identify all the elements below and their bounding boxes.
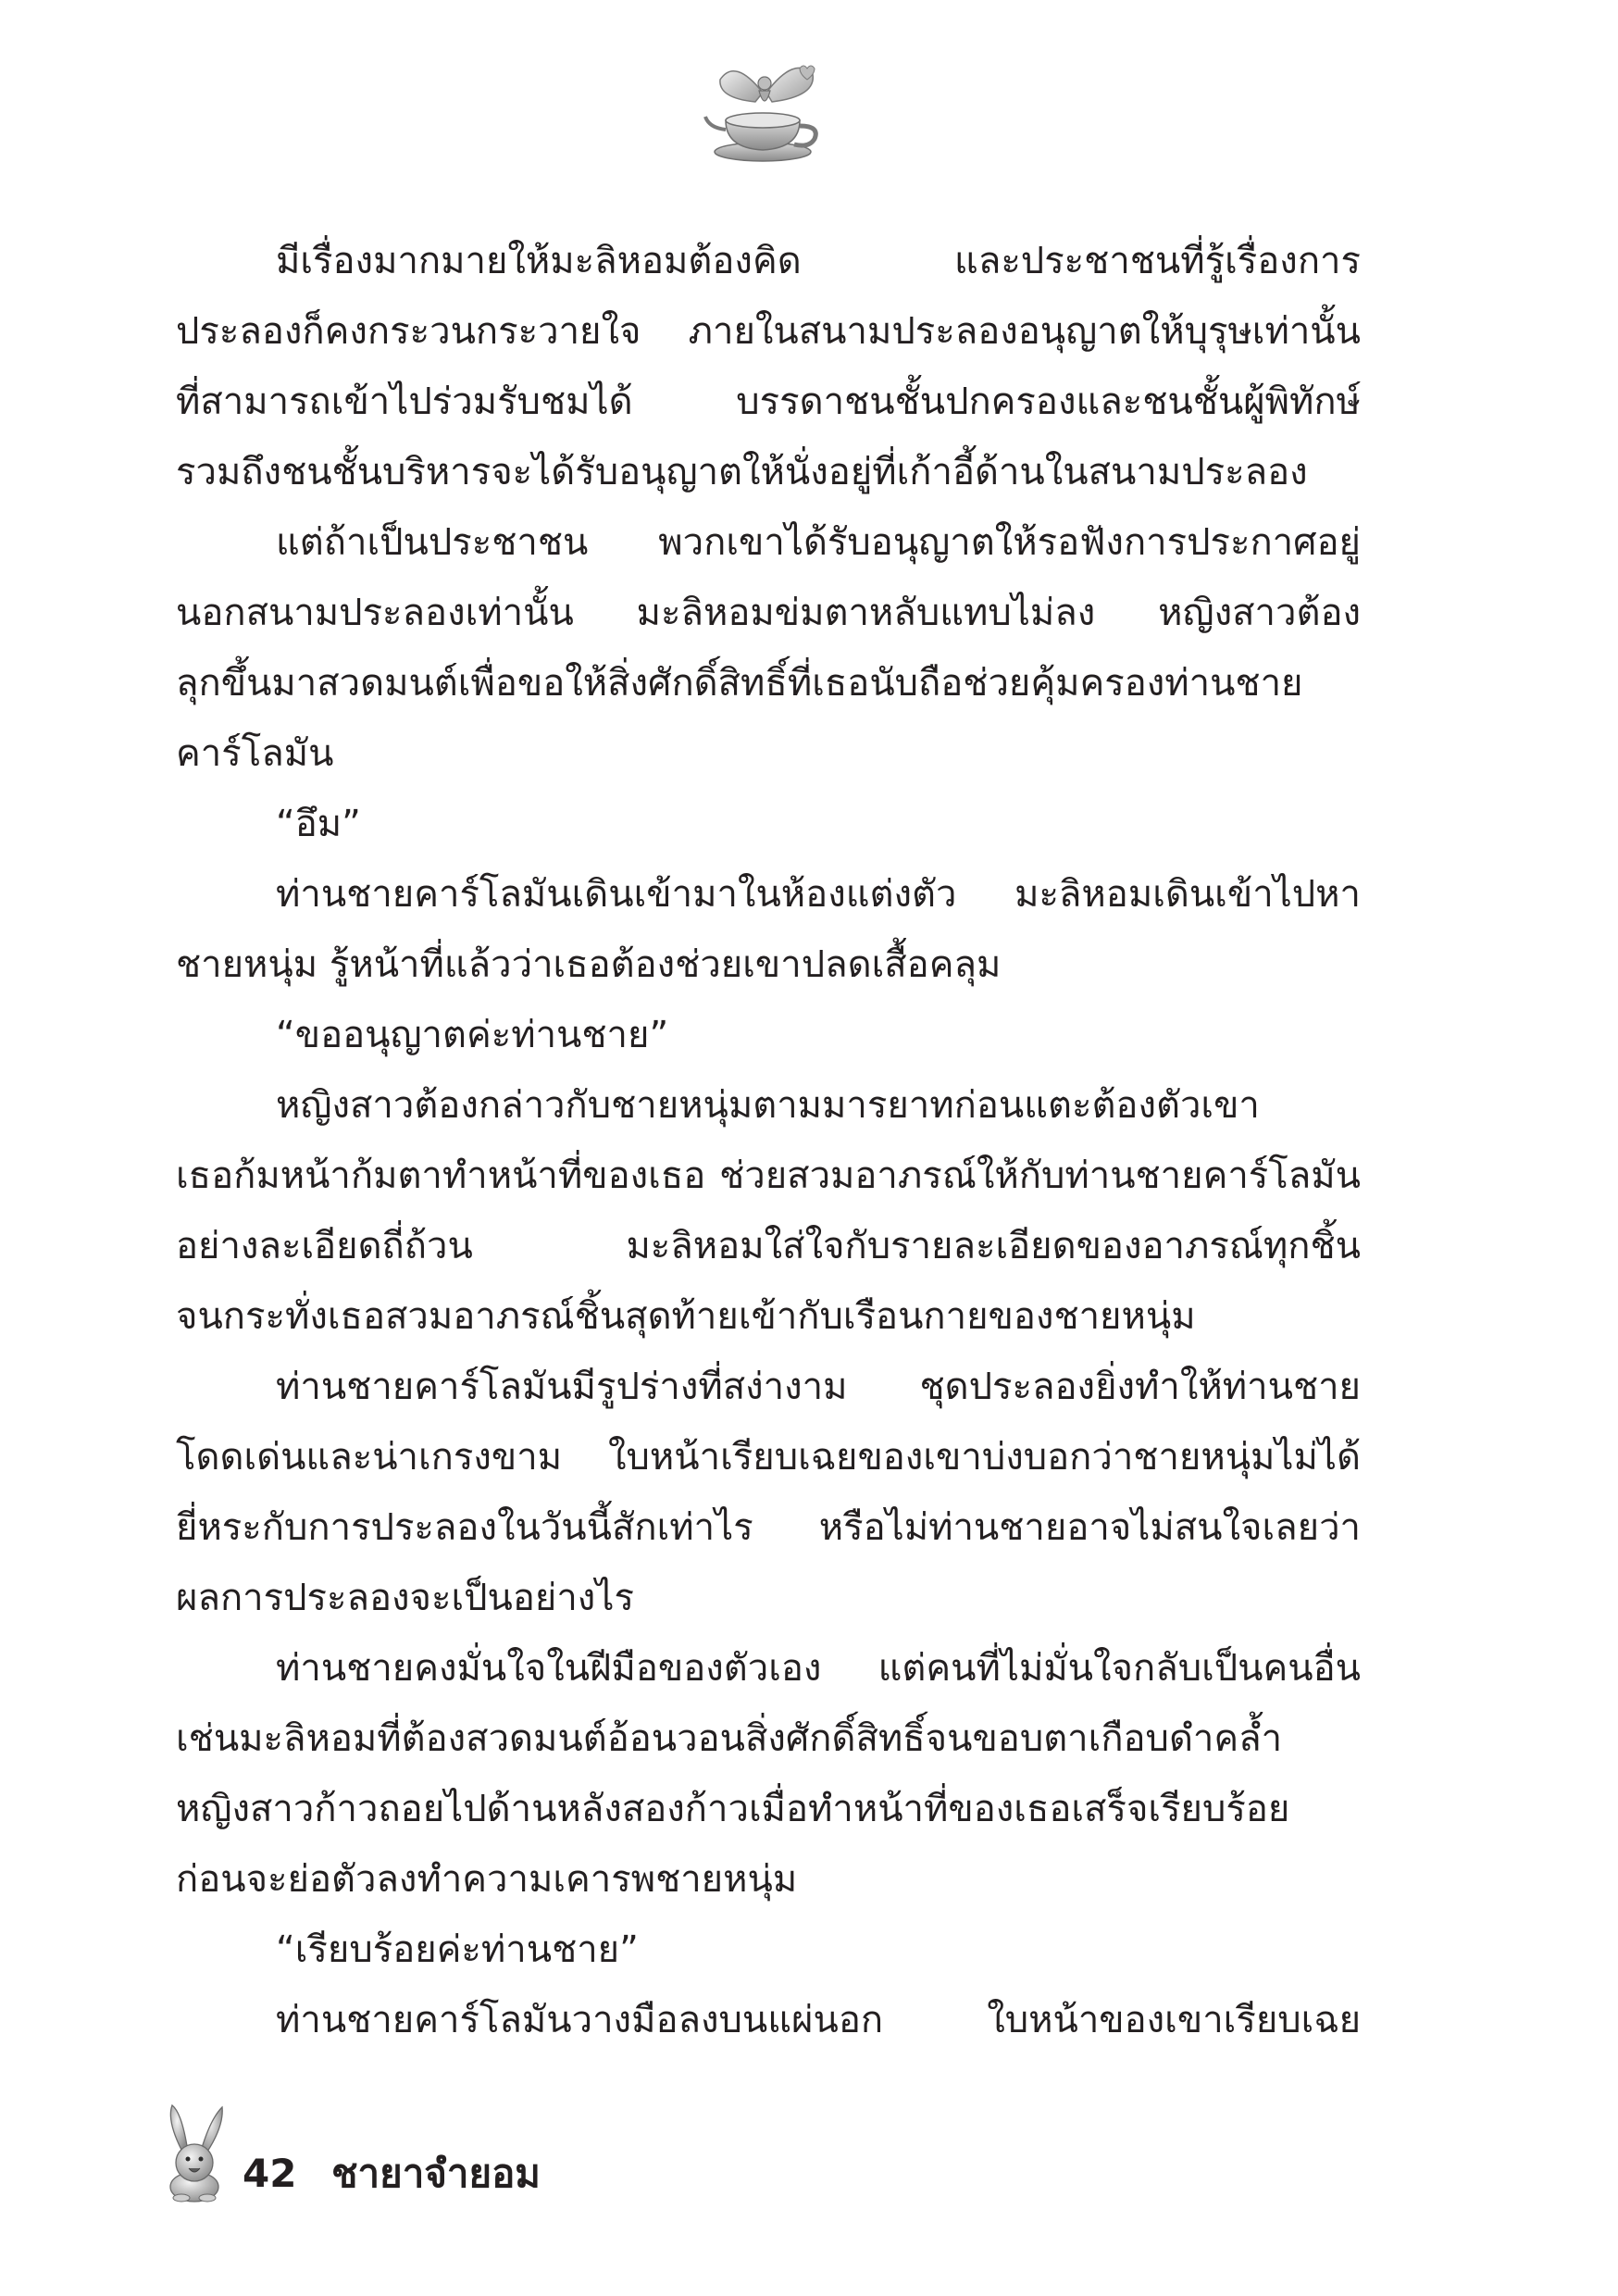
text-line: โดดเด่นและน่าเกรงขาม ใบหน้าเรียบเฉยของเขาบ่งบอกว่าชายหนุ่มไม่ได้ bbox=[176, 1436, 1361, 1479]
text-line: คาร์โลมัน bbox=[176, 732, 334, 775]
body-text bbox=[176, 226, 1361, 2055]
book-title: ชายาจำยอม bbox=[331, 2151, 541, 2196]
text-line: แต่ถ้าเป็นประชาชน พวกเขาได้รับอนุญาตให้รอฟังการประกาศอยู่ bbox=[276, 521, 1361, 564]
text-line: ประลองก็คงกระวนกระวายใจ ภายในสนามประลองอนุญาตให้บุรุษเท่านั้น bbox=[176, 310, 1361, 353]
fairy-teacup-ornament-icon bbox=[698, 56, 828, 165]
text-line: มีเรื่องมากมายให้มะลิหอมต้องคิด และประชาชนที่รู้เรื่องการ bbox=[276, 240, 1361, 282]
text-line: นอกสนามประลองเท่านั้น มะลิหอมข่มตาหลับแทบไม่ลง หญิงสาวต้อง bbox=[176, 592, 1361, 634]
text-line: “เรียบร้อยค่ะท่านชาย” bbox=[276, 1928, 639, 1971]
text-line: “อึม” bbox=[276, 803, 361, 845]
text-line: ลุกขึ้นมาสวดมนต์เพื่อขอให้สิ่งศักดิ์สิทธิ์ที่เธอนับถือช่วยคุ้มครองท่านชาย bbox=[176, 662, 1303, 705]
rabbit-icon bbox=[157, 2102, 231, 2203]
text-line: อย่างละเอียดถี่ถ้วน มะลิหอมใส่ใจกับรายละเอียดของอาภรณ์ทุกชิ้น bbox=[176, 1225, 1361, 1267]
text-line: ชายหนุ่ม รู้หน้าที่แล้วว่าเธอต้องช่วยเขาปลดเสื้อคลุม bbox=[176, 943, 1002, 986]
text-line: ยี่หระกับการประลองในวันนี้สักเท่าไร หรือไม่ท่านชายอาจไม่สนใจเลยว่า bbox=[176, 1506, 1361, 1549]
text-line: ท่านชายคาร์โลมันวางมือลงบนแผ่นอก ใบหน้าของเขาเรียบเฉย bbox=[276, 1999, 1361, 2041]
text-line: จนกระทั่งเธอสวมอาภรณ์ชิ้นสุดท้ายเข้ากับเรือนกายของชายหนุ่ม bbox=[176, 1295, 1196, 1338]
text-line: ท่านชายคงมั่นใจในฝีมือของตัวเอง แต่คนที่ไม่มั่นใจกลับเป็นคนอื่น bbox=[276, 1647, 1361, 1690]
text-line: ท่านชายคาร์โลมันมีรูปร่างที่สง่างาม ชุดประลองยิ่งทำให้ท่านชาย bbox=[276, 1366, 1361, 1408]
text-line: ที่สามารถเข้าไปร่วมรับชมได้ บรรดาชนชั้นปกครองและชนชั้นผู้พิทักษ์ bbox=[176, 381, 1361, 423]
text-line: ผลการประลองจะเป็นอย่างไร bbox=[176, 1577, 634, 1619]
page-footer bbox=[157, 2102, 713, 2203]
text-line: ก่อนจะย่อตัวลงทำความเคารพชายหนุ่ม bbox=[176, 1858, 798, 1901]
page-number: 42 bbox=[243, 2151, 297, 2196]
text-line: “ขออนุญาตค่ะท่านชาย” bbox=[276, 1014, 669, 1056]
text-line: เธอก้มหน้าก้มตาทำหน้าที่ของเธอ ช่วยสวมอาภรณ์ให้กับท่านชายคาร์โลมัน bbox=[176, 1154, 1361, 1197]
text-line: รวมถึงชนชั้นบริหารจะได้รับอนุญาตให้นั่งอยู่ที่เก้าอี้ด้านในสนามประลอง bbox=[176, 451, 1308, 493]
text-line: เช่นมะลิหอมที่ต้องสวดมนต์อ้อนวอนสิ่งศักดิ์สิทธิ์จนขอบตาเกือบดำคล้ำ bbox=[176, 1717, 1283, 1760]
text-line: หญิงสาวก้าวถอยไปด้านหลังสองก้าวเมื่อทำหน้าที่ของเธอเสร็จเรียบร้อย bbox=[176, 1788, 1290, 1830]
text-line: หญิงสาวต้องกล่าวกับชายหนุ่มตามมารยาทก่อนแตะต้องตัวเขา bbox=[276, 1084, 1260, 1127]
text-line: ท่านชายคาร์โลมันเดินเข้ามาในห้องแต่งตัว มะลิหอมเดินเข้าไปหา bbox=[276, 873, 1361, 916]
